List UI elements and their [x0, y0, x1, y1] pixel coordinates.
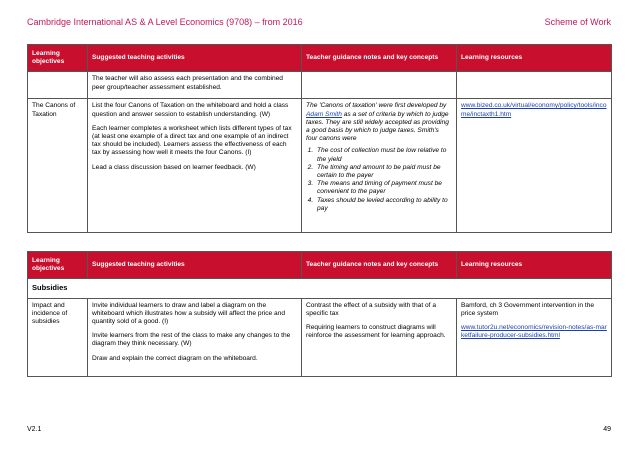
col-header-activities: Suggested teaching activities: [88, 45, 302, 72]
guidance-cell: [302, 72, 457, 99]
list-item: 4. Taxes should be levied according to ability to pay: [315, 197, 452, 213]
activity-paragraph: Invite individual learners to draw and label a diagram on the whiteboard which illustrates how a subsidy will affect the price and quantity sold of a good. (I): [92, 301, 286, 326]
list-item: 3. The means and timing of payment must be convenient to the payer: [315, 180, 452, 196]
document-header-section: Scheme of Work: [544, 17, 611, 27]
col-header-guidance: Teacher guidance notes and key concepts: [302, 252, 457, 279]
activity-paragraph: Draw and explain the correct diagram on the whiteboard.: [92, 354, 258, 362]
col-header-activities: Suggested teaching activities: [88, 252, 302, 279]
activity-paragraph: Invite learners from the rest of the class to make any changes to the diagram they think necessary. (W): [92, 332, 291, 348]
objective-cell: Impact and incidence of subsidies: [28, 298, 88, 376]
activity-cell: The teacher will also assess each presentation and the combined peer group/teacher assessment established.: [88, 72, 302, 99]
version-label: V2.1: [27, 426, 42, 433]
activity-cell: [88, 298, 302, 376]
resource-cell: [457, 72, 612, 99]
resource-text: Bamford, ch 3 Government intervention in the price system: [461, 301, 595, 317]
section-row: [28, 279, 612, 298]
scheme-table-taxation: [27, 44, 612, 233]
table-row: [28, 99, 612, 233]
bized-resource-link[interactable]: www.bized.co.uk/virtual/economy/policy/tools/income/inctaxth1.htm: [461, 102, 607, 118]
guidance-intro: The 'Canons of taxation' were first developed by Adam Smith as a set of criteria by which to judge taxes. They are still widely accepted as providing a good basis by which to judge taxes. Smith's four canons were: [306, 102, 449, 143]
activity-paragraph: List the four Canons of Taxation on the whiteboard and hold a class question and answer session to establish understanding. (W): [92, 102, 289, 118]
table-row: [28, 72, 612, 99]
list-item: 1. The cost of collection must be low relative to the yield: [315, 147, 452, 163]
scheme-table-subsidies: [27, 251, 612, 377]
col-header-objectives: Learning objectives: [28, 45, 88, 72]
document-header-title: Cambridge International AS & A Level Economics (9708) – from 2016: [27, 17, 303, 27]
list-item: 2. The timing and amount to be paid must be certain to the payer: [315, 164, 452, 180]
resource-cell: [457, 99, 612, 233]
adam-smith-link[interactable]: Adam Smith: [306, 110, 342, 118]
table-header-row: [28, 252, 612, 279]
table-header-row: [28, 45, 612, 72]
objective-cell: [28, 72, 88, 99]
canons-list: [306, 147, 452, 213]
tutor2u-resource-link[interactable]: www.tutor2u.net/economics/revision-notes/as-marketfailure-producer-subsidies.html: [461, 324, 607, 340]
guidance-paragraph: Requiring learners to construct diagrams will reinforce the assessment for learning approach.: [306, 324, 446, 340]
guidance-cell: [302, 298, 457, 376]
col-header-objectives: Learning objectives: [28, 252, 88, 279]
guidance-paragraph: Contrast the effect of a subsidy with that of a specific tax: [306, 301, 436, 317]
section-title: Subsidies: [28, 279, 612, 298]
col-header-guidance: Teacher guidance notes and key concepts: [302, 45, 457, 72]
page-number: 49: [603, 426, 611, 433]
activity-paragraph: Lead a class discussion based on learner feedback. (W): [92, 163, 256, 171]
col-header-resources: Learning resources: [457, 252, 612, 279]
activity-paragraph: Each learner completes a worksheet which lists different types of tax (at least one example of a direct tax and one example of an indirect tax should be included). Learners assess the effectiveness of each tax by assessing how well it meets the four Canons. (I): [92, 124, 292, 157]
guidance-cell: [302, 99, 457, 233]
col-header-resources: Learning resources: [457, 45, 612, 72]
objective-cell: The Canons of Taxation: [28, 99, 88, 233]
table-row: [28, 298, 612, 376]
resource-cell: [457, 298, 612, 376]
activity-cell: [88, 99, 302, 233]
